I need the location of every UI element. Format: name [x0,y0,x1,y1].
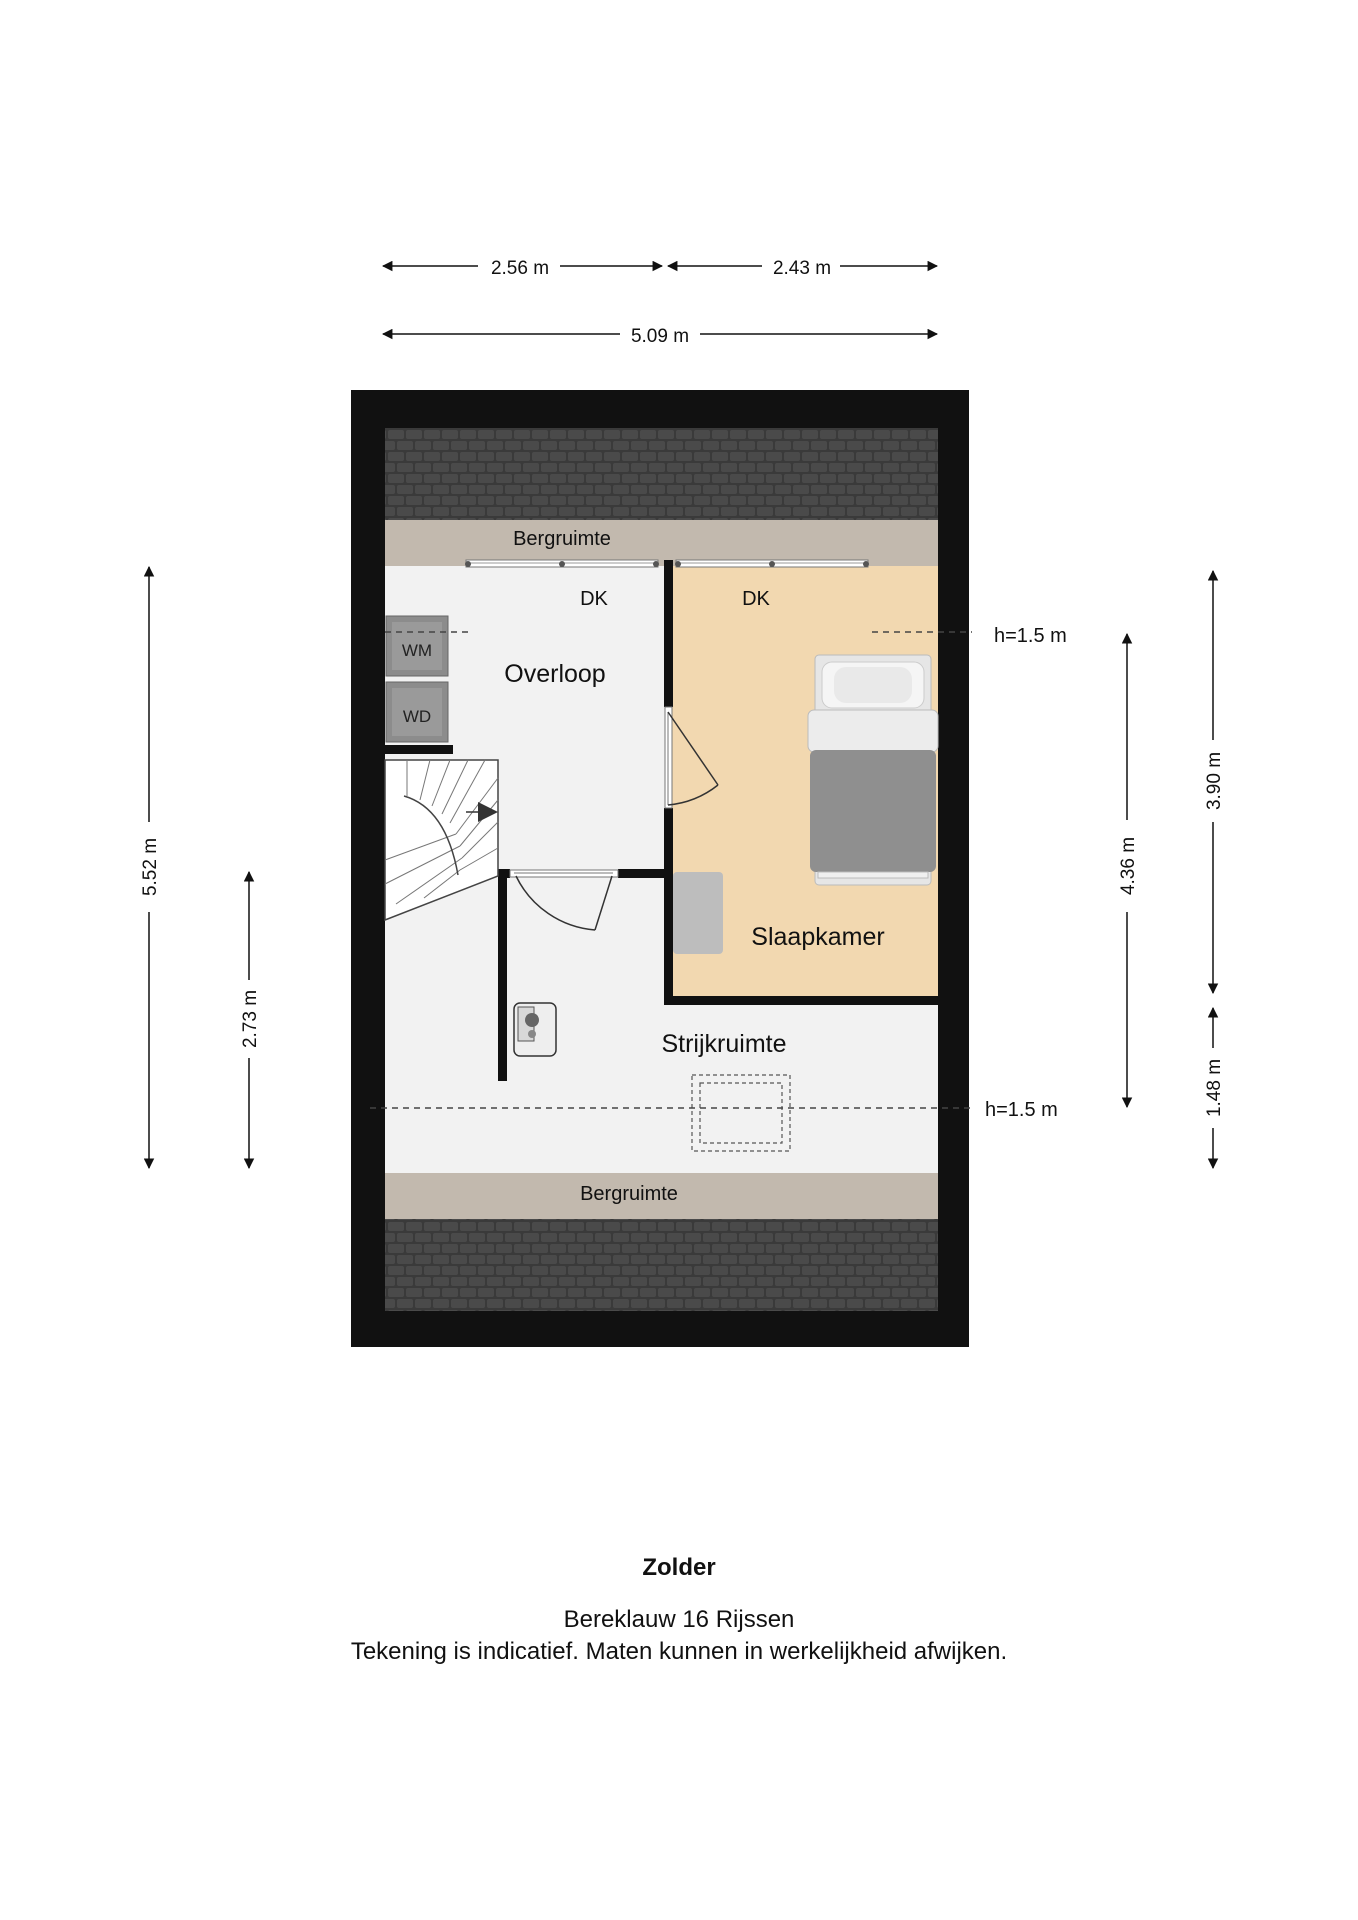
storage-top [385,520,938,566]
skylight-left-label: DK [580,588,608,610]
dimension-top-total [383,326,937,347]
roof-tiles-top [385,428,938,520]
storage-top-label: Bergruimte [513,528,611,550]
floor-title: Zolder [642,1554,716,1581]
bedroom-wall-lower [664,808,673,1004]
washing-machine [386,616,448,676]
roof-tiles-bottom [385,1219,938,1311]
dimension-label: 2.56 m [490,258,550,279]
skylight-right-label: DK [742,588,770,610]
height-label-upper: h=1.5 m [994,625,1067,647]
ironing-room-label: Strijkruimte [661,1030,787,1058]
dimension-label: 4.36 m [1118,836,1139,896]
dimension-label: 3.90 m [1204,751,1225,811]
utility-wall [385,745,453,754]
bedroom-desk [673,872,723,954]
height-label-lower: h=1.5 m [985,1099,1058,1121]
stair-wall [498,869,507,1081]
bed [808,655,938,885]
bedroom-label: Slaapkamer [751,923,885,951]
skylight-right [675,560,869,567]
storage-bottom-label: Bergruimte [580,1183,678,1205]
dimension-label: 2.73 m [240,989,261,1049]
dimension-right-upper [1204,571,1225,993]
skylight-left [465,560,659,567]
dimension-label: 2.43 m [772,258,832,279]
dimension-label: 5.09 m [630,326,690,347]
dimension-left-partial [240,872,261,1168]
dryer [386,682,448,742]
washing-machine-label: WM [401,641,433,660]
dryer-label: WD [402,707,432,726]
dimension-left-total [140,567,161,1168]
address: Bereklauw 16 Rijssen [563,1606,795,1633]
dimension-top-left [383,258,662,279]
dimension-top-right [668,258,937,279]
dimension-right-lower [1204,1008,1225,1168]
landing-label: Overloop [504,660,606,688]
bedroom-wall-bottom [664,996,938,1005]
boiler [514,1003,556,1056]
dimension-label: 5.52 m [140,837,161,897]
landing-wall-right [618,869,673,878]
bedroom-wall-upper [664,560,673,707]
disclaimer: Tekening is indicatief. Maten kunnen in werkelijkheid afwijken. [350,1638,1008,1665]
dimension-right-inner [1118,634,1139,1107]
dimension-label: 1.48 m [1204,1058,1225,1118]
